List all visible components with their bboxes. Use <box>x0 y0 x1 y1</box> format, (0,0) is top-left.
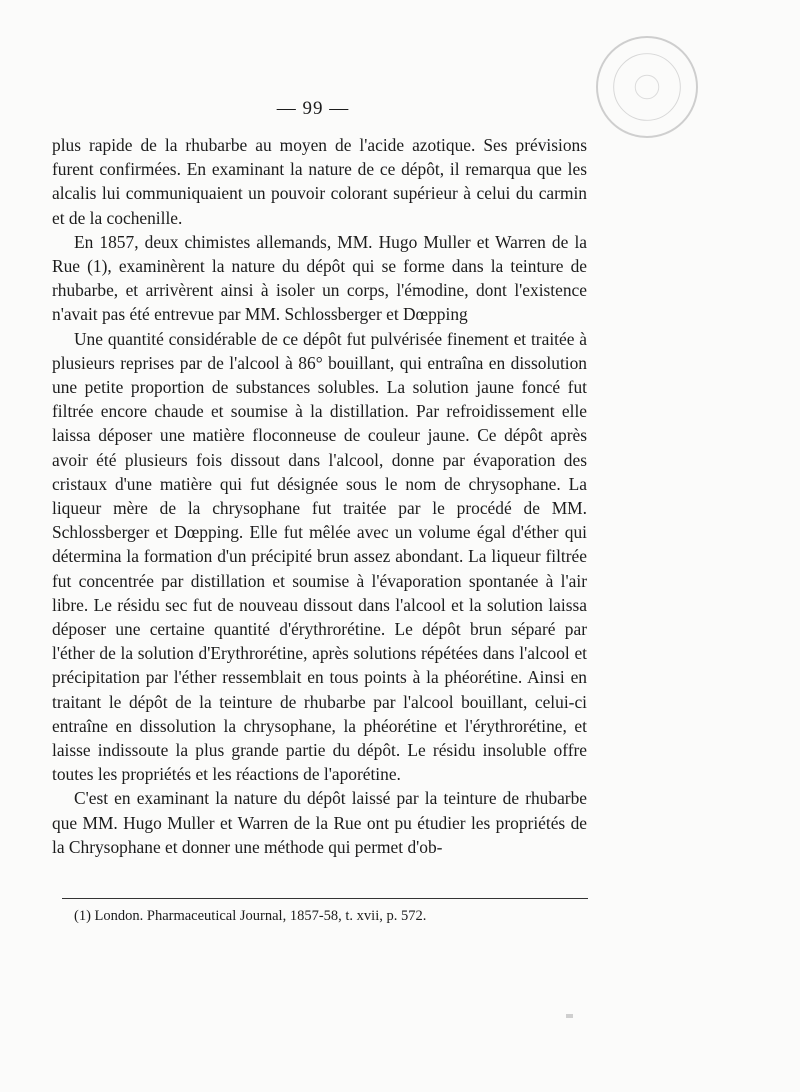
footnote: (1) London. Pharmaceutical Journal, 1857-58, t. xvii, p. 572. <box>74 908 427 924</box>
paragraph-4: C'est en examinant la nature du dépôt laissé par la teinture de rhubarbe que MM. Hugo Muller et Warren de la Rue ont pu étudier les propriétés de la Chrysophane et donner une méthode qui permet d'ob- <box>52 788 587 857</box>
body-text <box>52 133 587 859</box>
footnote-divider <box>62 898 588 899</box>
paragraph-1: plus rapide de la rhubarbe au moyen de l'acide azotique. Ses prévisions furent confirmées. En examinant la nature de ce dépôt, il remarqua que les alcalis lui communiquaient un pouvoir colorant supérieur à celui du carmin et de la cochenille. <box>52 135 587 228</box>
page-number: — 99 — <box>276 98 350 119</box>
paragraph-2: En 1857, deux chimistes allemands, MM. Hugo Muller et Warren de la Rue (1), examinèrent la nature du dépôt qui se forme dans la teinture de rhubarbe, et arrivèrent ainsi à isoler un corps, l'émodine, dont l'existence n'avait pas été entrevue par MM. Schlossberger et Dœpping <box>52 231 587 325</box>
paragraph-3: Une quantité considérable de ce dépôt fut pulvérisée finement et traitée à plusieurs reprises par de l'alcool à 86° bouillant, qui entraîna en dissolution une petite proportion de substances solubles. La solution jaune foncé fut filtrée encore chaude et soumise à la distillation. Par refroidissement elle laissa déposer une matière floconneuse de couleur jaune. Ce dépôt après avoir été plusieurs fois dissout dans l'alcool, donne par évaporation des cristaux d'une matière qui fut désignée sous le nom de chrysophane. La liqueur mère de la chrysophane fut traitée par le procédé de MM. Schlossberger et Dœpping. Elle fut mêlée avec un volume égal d'éther qui détermina la formation d'un précipité brun assez abondant. La liqueur filtrée fut concentrée par distillation et soumise à l'évaporation spontanée à l'air libre. Le résidu sec fut de nouveau dissout dans l'alcool et la solution laissa déposer une certaine quantité d'érythrorétine. Le dépôt brun séparé par l'éther de la solution d'Erythrorétine, après solutions répétées dans l'alcool et précipitation par l'éther ressemblait en tous points à la phéorétine. Ainsi en traitant le dépôt de la teinture de rhubarbe par l'alcool bouillant, celui-ci entraîne en dissolution la chrysophane, la phéorétine et l'érythrorétine, et laisse indissoute la plus grande partie du dépôt. Le résidu insoluble offre toutes les propriétés et les réactions de l'aporétine. <box>52 328 587 785</box>
library-stamp <box>596 36 698 138</box>
paper-speck <box>566 1014 573 1018</box>
stamp-seal-icon <box>598 38 696 136</box>
